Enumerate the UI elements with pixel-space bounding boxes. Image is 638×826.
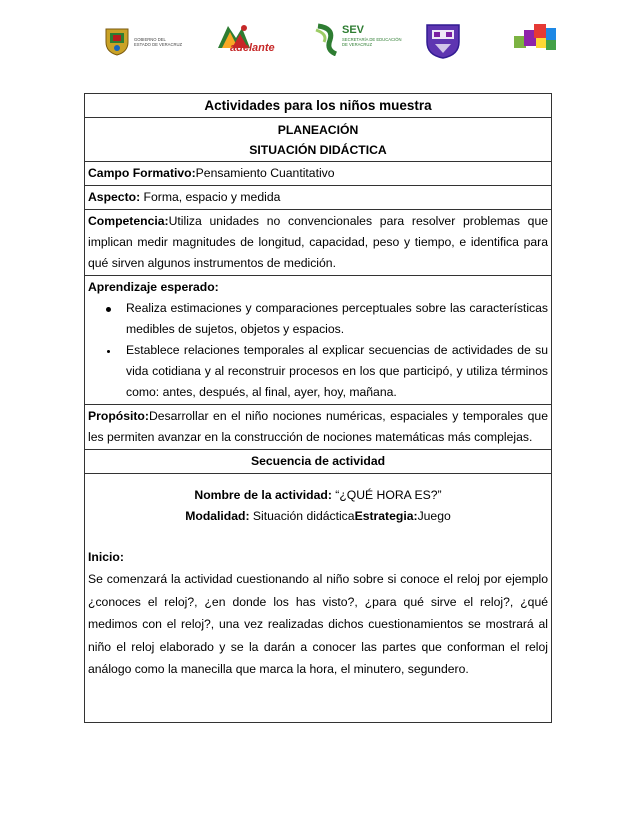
gobierno-line2: ESTADO DE VERACRUZ xyxy=(134,42,183,47)
situacion-heading: SITUACIÓN DIDÁCTICA xyxy=(249,143,387,157)
proposito-value: Desarrollar en el niño nociones numéricas, espaciales y temporales que les permiten avanzar en la construcción de nociones matemáticas más complejas. xyxy=(88,409,548,444)
gobierno-line1: GOBIERNO DEL xyxy=(134,37,166,42)
secuencia-header: Secuencia de actividad xyxy=(85,450,552,474)
competencia-label: Competencia: xyxy=(88,214,169,228)
gobierno-veracruz-logo xyxy=(104,26,194,56)
nombre-actividad-line xyxy=(88,485,548,506)
competencia-value: Utiliza unidades no convencionales para resolver problemas que implican medir magnitudes de longitud, capacidad, peso y tiempo, e identifica para qué sirven algunos instrumentos de medición. xyxy=(88,214,548,270)
veracruz-adelante-logo xyxy=(214,20,284,58)
modalidad-line xyxy=(88,506,548,527)
logo-bar xyxy=(0,0,638,80)
secuencia-content xyxy=(85,474,552,723)
aprendizaje-item-text: Realiza estimaciones y comparaciones perceptuales sobre las características medibles de sujetos, objetos y espacios. xyxy=(126,301,548,336)
colorful-blocks-logo xyxy=(512,20,558,56)
aprendizaje-item xyxy=(88,340,548,403)
nombre-value: “¿QUÉ HORA ES?” xyxy=(331,488,442,502)
sev-logo xyxy=(314,20,404,58)
campo-value: Pensamiento Cuantitativo xyxy=(195,166,335,180)
sev-swoosh-icon xyxy=(314,20,340,56)
school-crest-logo xyxy=(424,22,462,60)
inicio-text: Se comenzará la actividad cuestionando al niño sobre si conoce el reloj por ejemplo ¿conoces el reloj?, ¿en donde los has visto?, ¿para qué sirve el reloj?, ¿qué medimos con el reloj?, una vez realizadas dichos cuestionamientos se mostrará al niño el reloj elaborado y se la darán a conocer las partes que conforman el reloj análogo como la manecilla que marca la hora, el minutero, segundero. xyxy=(88,572,548,676)
competencia-row xyxy=(85,210,552,276)
aprendizaje-item-text: Establece relaciones temporales al explicar secuencias de actividades de su vida cotidiana y al reconstruir procesos en los que participó, y utiliza términos como: antes, después, al final, ayer, hoy, mañana. xyxy=(126,343,548,399)
blocks-icon xyxy=(512,20,558,56)
sev-text: SEV xyxy=(342,24,365,36)
campo-label: Campo Formativo: xyxy=(88,166,196,180)
aspecto-value: Forma, espacio y medida xyxy=(140,190,281,204)
sev-sub1: SECRETARÍA DE EDUCACIÓN xyxy=(342,37,402,42)
estrategia-value: Juego xyxy=(417,509,451,523)
aprendizaje-list xyxy=(88,298,548,403)
bullet-icon xyxy=(107,350,110,353)
modalidad-label: Modalidad: xyxy=(185,509,250,523)
estrategia-label: Estrategia: xyxy=(354,509,418,523)
planeacion-heading: PLANEACIÓN xyxy=(277,123,359,137)
aprendizaje-item xyxy=(88,298,548,340)
modalidad-value: Situación didáctica xyxy=(249,509,355,523)
bullet-icon xyxy=(106,307,111,312)
nombre-label: Nombre de la actividad: xyxy=(194,488,332,502)
aspecto-label: Aspecto: xyxy=(88,190,141,204)
school-crest-icon xyxy=(424,22,462,60)
table-title: Actividades para los niños muestra xyxy=(85,94,552,118)
veracruz-shield-icon xyxy=(104,26,130,56)
aspecto-row xyxy=(85,186,552,210)
planeacion-cell xyxy=(85,118,552,162)
sev-sub2: DE VERACRUZ xyxy=(342,42,373,47)
planning-table xyxy=(84,93,552,723)
proposito-row xyxy=(85,405,552,450)
aprendizaje-label: Aprendizaje esperado: xyxy=(88,280,219,294)
campo-formativo-row xyxy=(85,162,552,186)
aprendizaje-row xyxy=(85,276,552,405)
proposito-label: Propósito: xyxy=(88,409,149,423)
adelante-text: adelante xyxy=(230,42,275,54)
inicio-label: Inicio: xyxy=(88,550,124,564)
